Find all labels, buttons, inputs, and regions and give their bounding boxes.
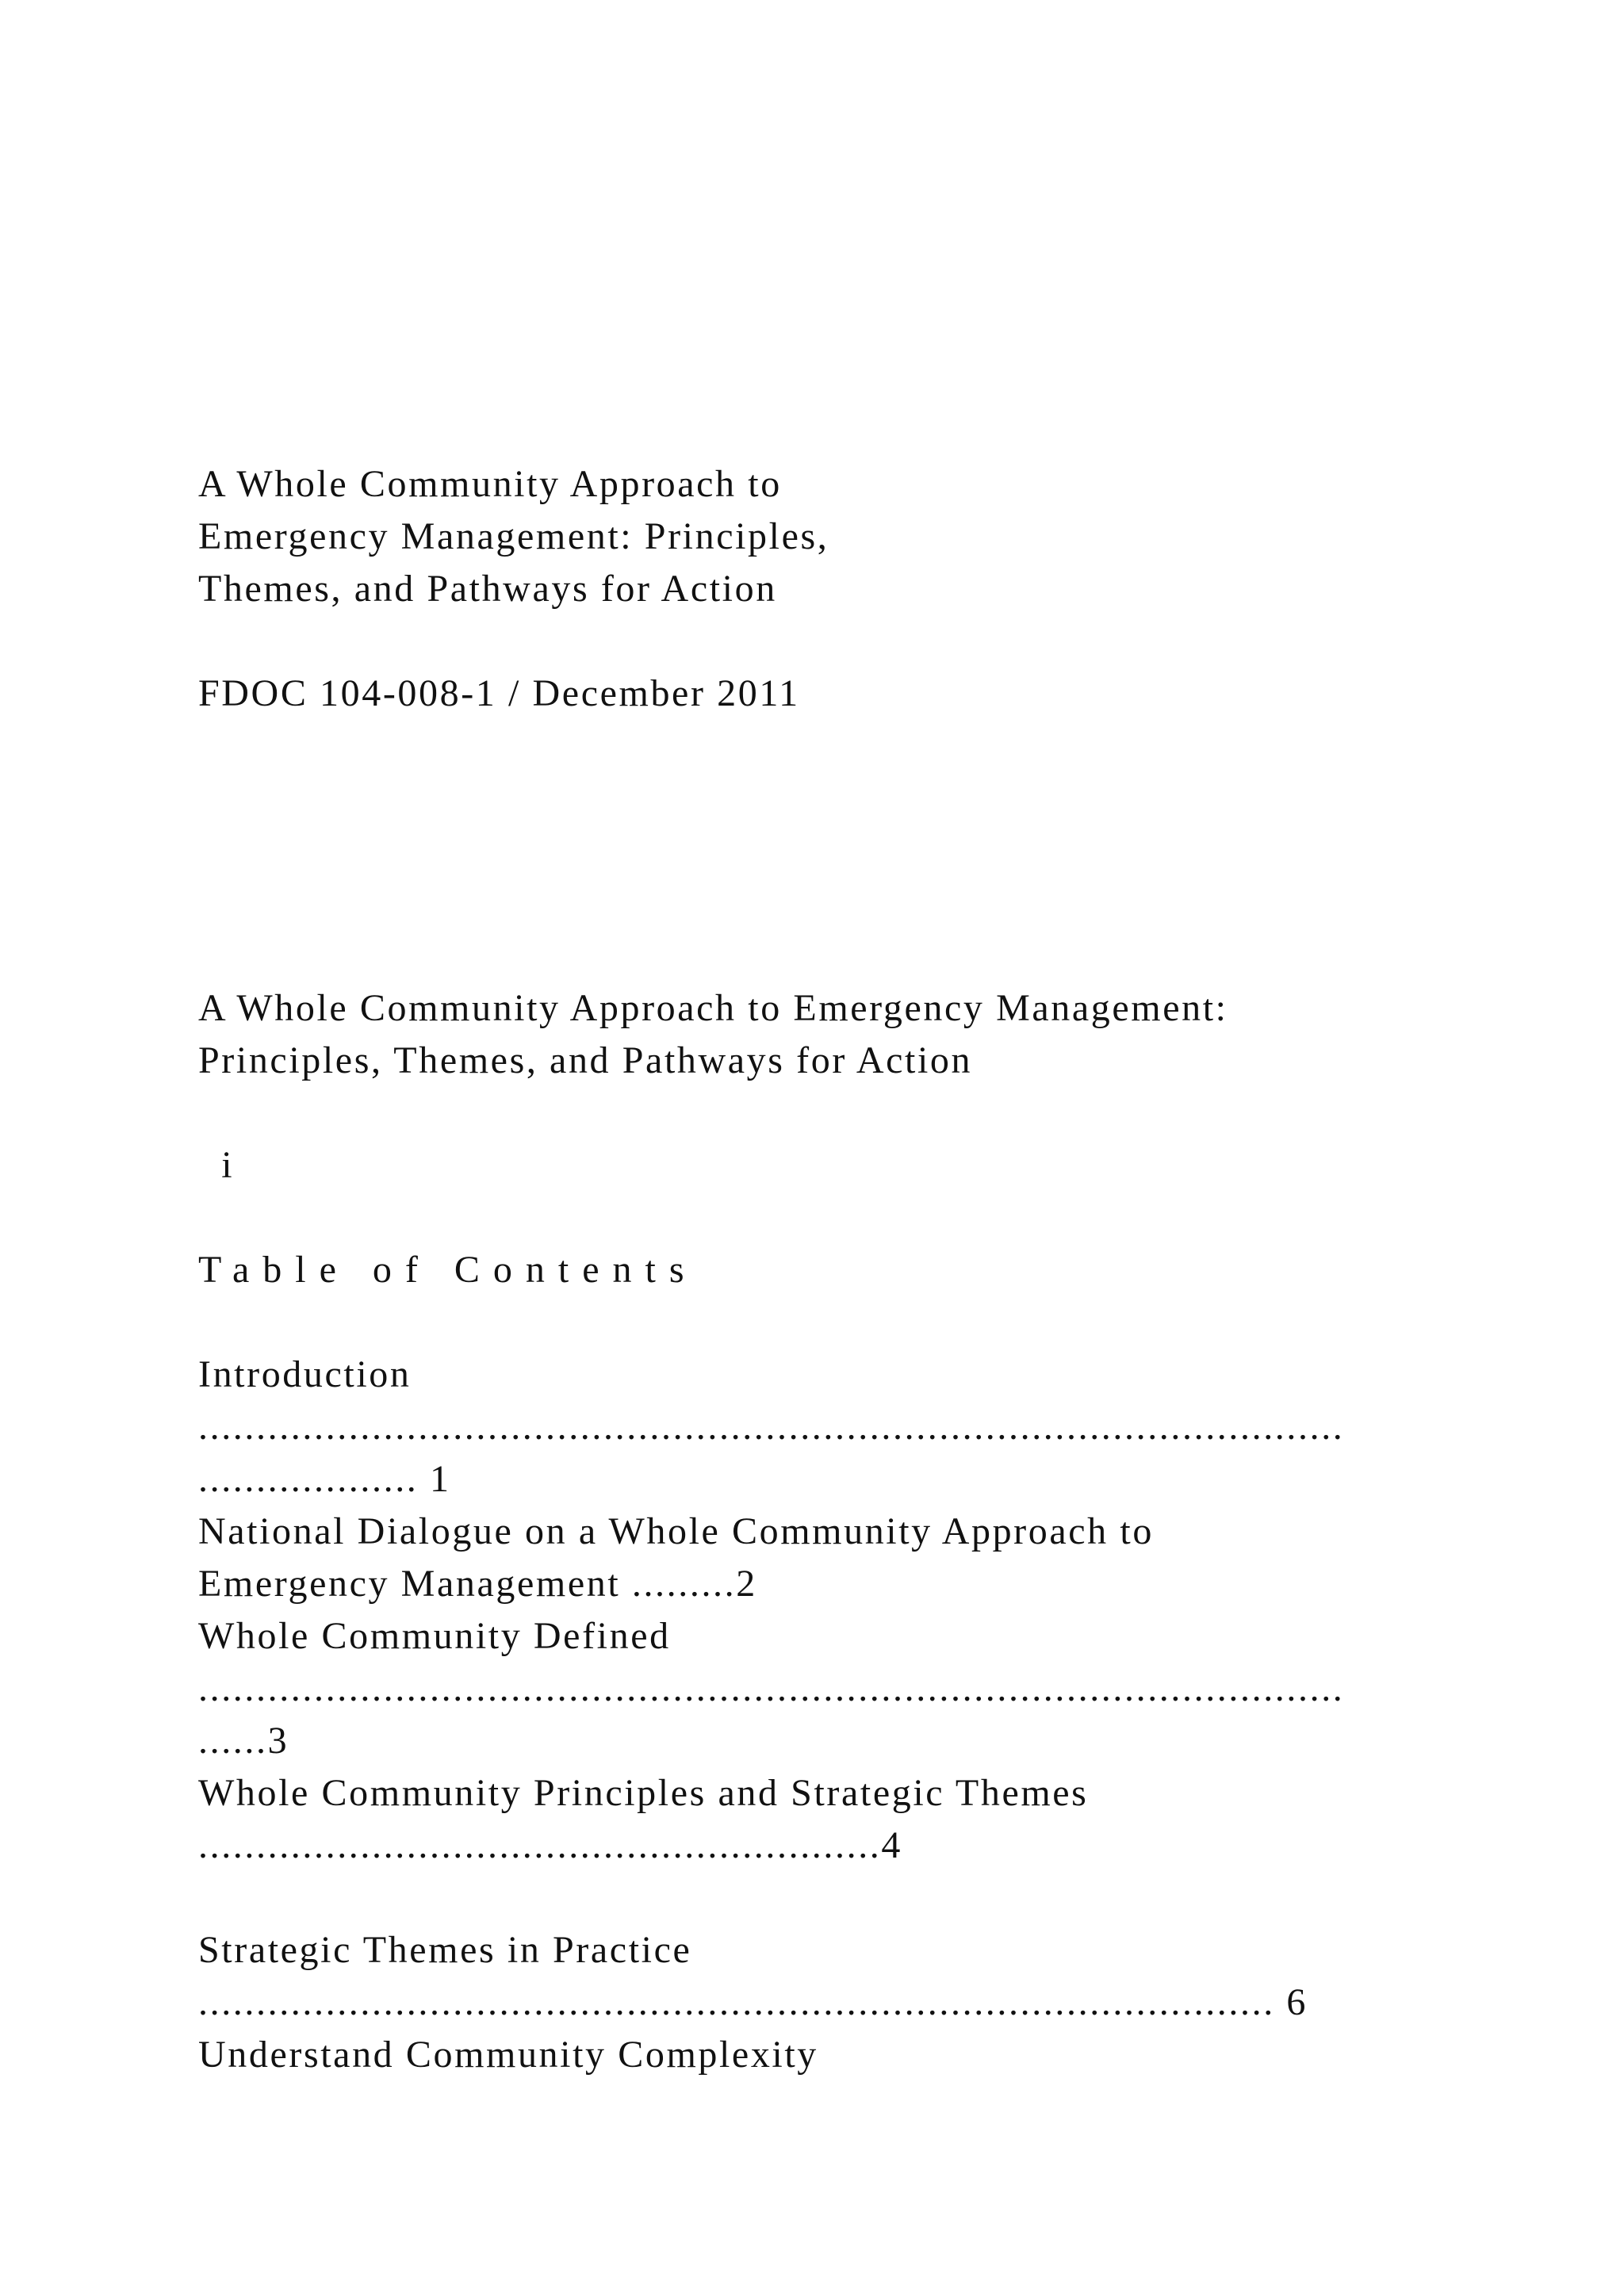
cover-title-line-1: A Whole Community Approach to [198, 463, 782, 505]
cover-title-line-3: Themes, and Pathways for Action [198, 568, 777, 610]
header-title-line-2: Principles, Themes, and Pathways for Action [198, 1039, 973, 1081]
toc-leader-dots: ................................................................................................... [198, 1406, 1345, 1448]
toc-entry-themes-in-practice: Strategic Themes in Practice [198, 1929, 692, 1971]
toc-heading: Table of Contents [198, 1249, 698, 1291]
toc-entry-national-dialogue: National Dialogue on a Whole Community Approach to [198, 1510, 1154, 1552]
toc-entry-introduction: Introduction [198, 1353, 412, 1395]
toc-entry-national-dialogue-cont: Emergency Management .........2 [198, 1563, 757, 1605]
toc-leader-page: ............................................................................................. 6 [198, 1981, 1308, 2023]
toc-entry-principles-themes: Whole Community Principles and Strategic Themes [198, 1772, 1089, 1814]
toc-leader-page: ......3 [198, 1720, 289, 1762]
toc-leader-page: ................... 1 [198, 1458, 451, 1500]
document-id: FDOC 104-008-1 / December 2011 [198, 672, 800, 714]
toc-entry-community-complexity: Understand Community Complexity [198, 2034, 818, 2076]
toc-leader-dots: ................................................................................................... [198, 1667, 1345, 1709]
toc-entry-whole-community-defined: Whole Community Defined [198, 1615, 671, 1657]
header-title-line-1: A Whole Community Approach to Emergency Management: [198, 987, 1228, 1029]
toc-leader-page: ...........................................................4 [198, 1824, 902, 1866]
page-number: i [198, 1144, 235, 1186]
cover-title-line-2: Emergency Management: Principles, [198, 515, 829, 557]
